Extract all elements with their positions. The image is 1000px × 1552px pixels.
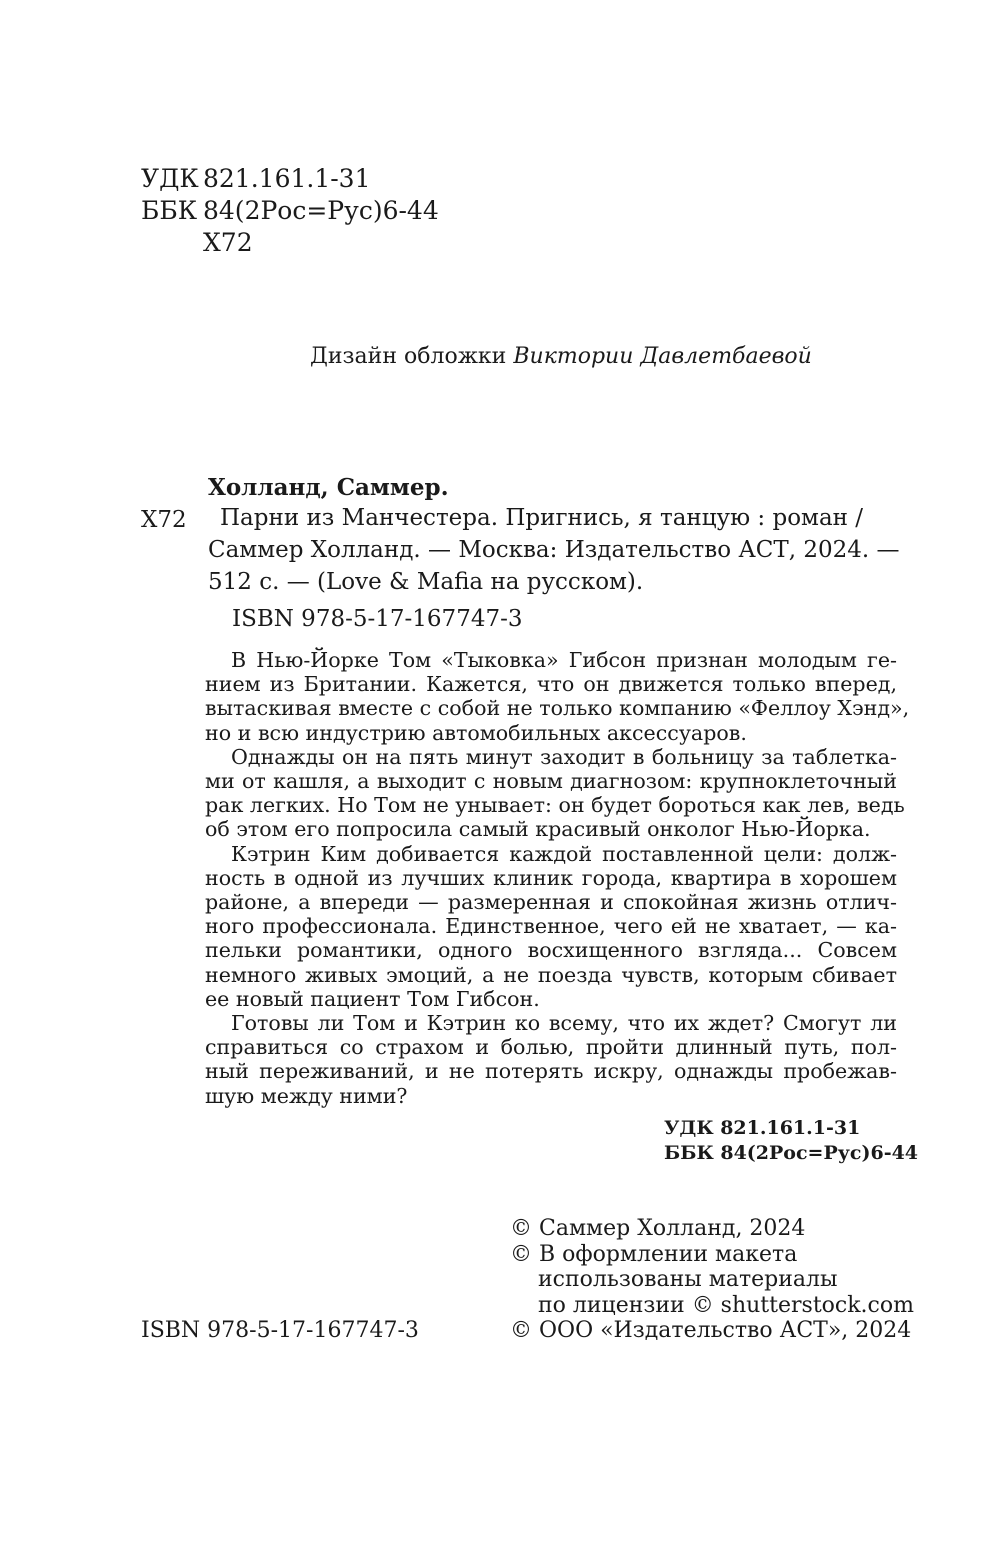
annotation-line: ный переживаний, и не потерять искру, однажды пробежав- [205,1059,897,1084]
annotation-line: об этом его попросила самый красивый онколог Нью-Йорка. [205,817,871,842]
annotation-line: рак легких. Но Том не унывает: он будет бороться как лев, ведь [205,793,905,818]
biblio-line: Парни из Манчестера. Пригнись, я танцую : роман / [220,505,864,531]
udk-line [141,163,439,195]
udk-value: 821.161.1-31 [203,164,371,193]
annotation-line: ее новый пациент Том Гибсон. [205,986,540,1011]
annotation-line: В Нью-Йорке Том «Тыковка» Гибсон признан молодым ге- [231,648,897,672]
annotation-codes [664,1116,918,1166]
designer-prefix: Дизайн обложки [310,344,507,369]
annotation-udk: УДК 821.161.1-31 [664,1117,861,1139]
annotation-line: пельки романтики, одного восхищенного взгляда... Совсем [205,938,897,963]
copyright-author: © Саммер Холланд, 2024 [510,1216,806,1241]
copyright-block [510,1216,914,1344]
biblio-line: 512 с. — (Love & Mafia на русском). [208,569,644,595]
book-author: Холланд, Саммер. [208,474,449,501]
biblio-line: Саммер Холланд. — Москва: Издательство АСТ, 2024. — [208,537,900,563]
annotation-line: справиться со страхом и болью, пройти длинный путь, пол- [205,1035,897,1060]
annotation-line: ность в одной из лучших клиник города, квартира в хорошем [205,865,897,890]
copyright-publisher: © ООО «Издательство АСТ», 2024 [510,1318,912,1343]
designer-name: Виктории Давлетбаевой [513,344,812,369]
annotation-bbk: ББК 84(2Рос=Рус)6-44 [664,1142,919,1164]
cover-designer [310,344,812,369]
bbk-label: ББК [141,196,198,225]
annotation-line: вытаскивая вместе с собой не только компанию «Феллоу Хэнд», [205,696,910,721]
annotation-line: немного живых эмоций, а не поезда чувств, которым сбивает [205,962,897,987]
annotation-line: ного профессионала. Единственное, чего ей не хватает, — ка- [205,914,897,939]
biblio-author-mark: Х72 [141,507,187,533]
copyright-layout: © В оформлении макета [510,1241,798,1267]
bbk-line [141,195,439,227]
annotation-line: Готовы ли Том и Кэтрин ко всему, что их ждет? Смогут ли [231,1011,897,1036]
biblio-isbn: ISBN 978-5-17-167747-3 [232,606,523,632]
author-mark: Х72 [203,228,253,257]
annotation-line: нием из Британии. Кажется, что он движется только вперед, [205,672,897,697]
author-mark-line [141,227,439,259]
annotation-line: районе, а впереди — размеренная и спокойная жизнь отлич- [205,890,897,915]
annotation-line: Кэтрин Ким добивается каждой поставленной цели: долж- [231,841,897,866]
biblio-description [208,502,899,598]
bbk-value: 84(2Рос=Рус)6-44 [203,196,439,225]
annotation-line: ми от кашля, а выходит с новым диагнозом: крупноклеточный [205,769,897,794]
annotation-line: Однажды он на пять минут заходит в больницу за таблетка- [231,744,897,769]
isbn-bottom: ISBN 978-5-17-167747-3 [141,1318,419,1343]
classification-block [141,163,439,259]
udk-label: УДК [141,164,199,193]
annotation-line: но и всю индустрию автомобильных аксессуаров. [205,720,747,745]
copyright-layout-cont: использованы материалы [538,1267,838,1292]
annotation [205,648,910,1108]
copyright-license: по лицензии © shutterstock.com [538,1292,914,1318]
annotation-line: шую между ними? [205,1083,408,1108]
